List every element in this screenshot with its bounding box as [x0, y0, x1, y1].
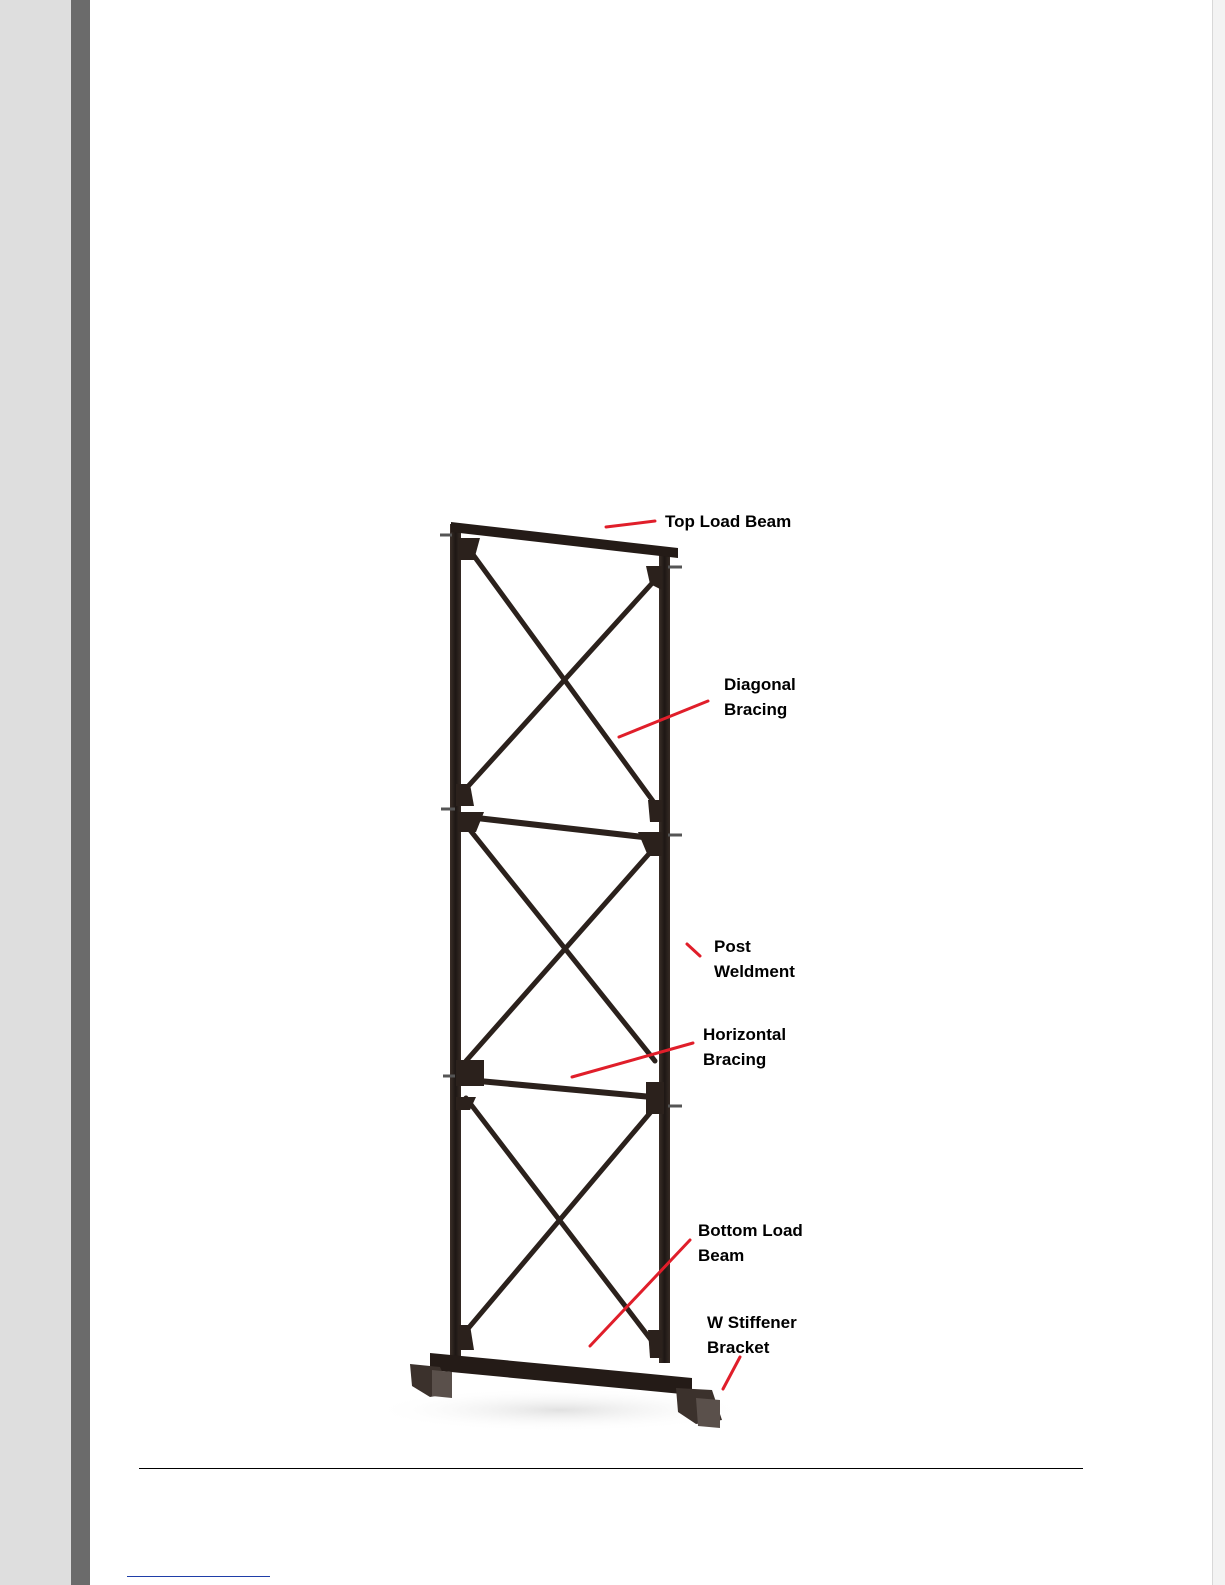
- diagonal-bracing-members: [462, 545, 658, 1345]
- leader-horizontal-bracing: [572, 1043, 693, 1077]
- gusset-plates: [456, 538, 664, 1358]
- leader-top-load-beam: [606, 521, 655, 527]
- label-w-stiffener-bracket-line2: Bracket: [707, 1338, 770, 1357]
- top-load-beam: [451, 522, 678, 558]
- label-top-load-beam-text: Top Load Beam: [665, 512, 792, 531]
- label-post-weldment-line2: Weldment: [714, 962, 795, 981]
- right-post: [659, 550, 670, 1363]
- footer-rule: [139, 1468, 1083, 1469]
- left-post: [450, 524, 461, 1362]
- leader-post-weldment: [687, 944, 700, 956]
- label-diagonal-bracing-line2: Bracing: [724, 700, 788, 719]
- footnote-separator: [127, 1576, 270, 1577]
- label-diagonal-bracing-line1: Diagonal: [724, 675, 796, 694]
- lower-horizontal-brace: [468, 1080, 652, 1097]
- leader-w-stiffener-bracket: [723, 1357, 740, 1389]
- label-bottom-load-beam-line2: Beam: [698, 1246, 745, 1265]
- label-w-stiffener-bracket-line1: W Stiffener: [707, 1313, 797, 1332]
- label-horizontal-bracing-line1: Horizontal: [703, 1025, 787, 1044]
- label-w-stiffener-bracket: [707, 1310, 797, 1360]
- label-horizontal-bracing: [703, 1022, 786, 1072]
- label-post-weldment: [714, 934, 795, 984]
- label-top-load-beam: [665, 509, 791, 534]
- label-horizontal-bracing-line2: Bracing: [703, 1050, 767, 1069]
- label-bottom-load-beam-line1: Bottom Load: [698, 1221, 803, 1240]
- foot-left: [432, 1370, 452, 1398]
- label-bottom-load-beam: [698, 1218, 803, 1268]
- foot-right: [696, 1398, 720, 1428]
- leader-bottom-load-beam: [590, 1240, 690, 1346]
- upper-horizontal-brace: [468, 817, 652, 838]
- label-diagonal-bracing: [724, 672, 796, 722]
- label-post-weldment-line1: Post: [714, 937, 751, 956]
